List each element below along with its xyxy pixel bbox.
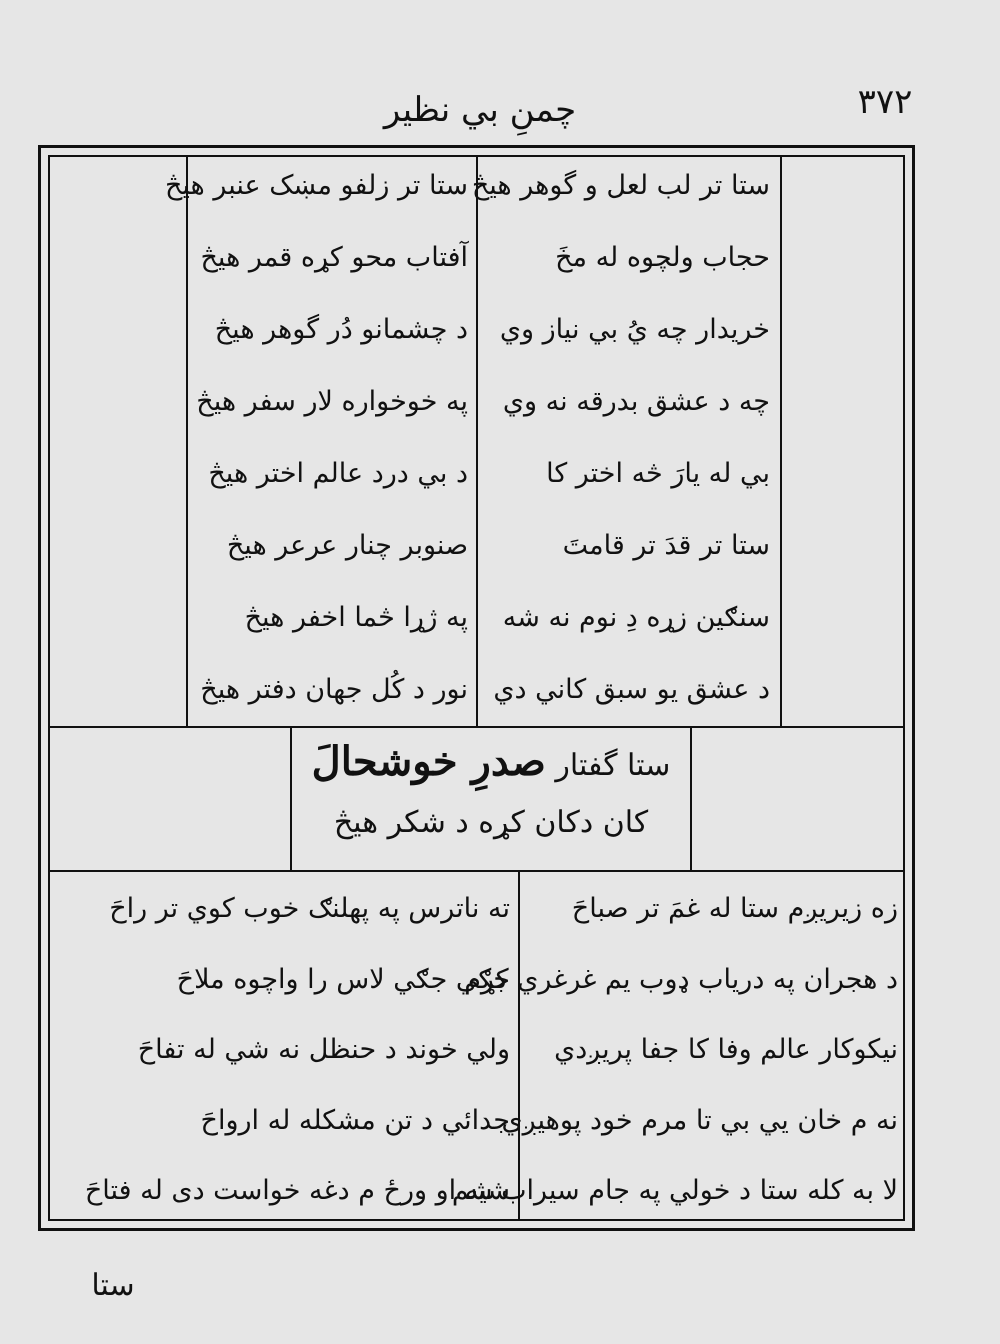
middle-name: صدرِ خوشحالَ bbox=[311, 738, 546, 785]
top-column-divider bbox=[476, 155, 478, 727]
verse-line: زه زيريږم ستا له غمَ تر صباحَ bbox=[571, 893, 898, 924]
verse-line: صنوبر چنار عرعر هيڅ bbox=[226, 530, 468, 561]
middle-prefix: ستا گفتار bbox=[555, 748, 671, 783]
verse-line: جدائي د تن مشکله له ارواحَ bbox=[200, 1104, 510, 1136]
running-header-title: چمنِ بي نظير bbox=[383, 90, 577, 130]
bottom-left-verse-column bbox=[56, 874, 510, 1227]
verse-line: چه د عشق بدرقه نه وي bbox=[502, 386, 770, 417]
verse-line: خريدار چه يُ بي نياز وي bbox=[499, 314, 770, 345]
verse-line: ستا تر لب لعل و گوهر هيڅ bbox=[471, 170, 770, 201]
verse-line: ستا تر قدَ تر قامتَ bbox=[562, 530, 770, 561]
catchword: ستا bbox=[91, 1268, 135, 1303]
divider-below-middle bbox=[48, 870, 905, 872]
verse-line: ولي خوند د حنظل نه شي له تفاحَ bbox=[137, 1034, 510, 1066]
bottom-right-verse-column bbox=[451, 874, 898, 1227]
middle-box-right-rule bbox=[690, 726, 692, 872]
middle-box-left-rule bbox=[290, 726, 292, 872]
verse-line: د عشق يو سبق کاني دي bbox=[493, 674, 770, 705]
verse-line: سنګين زړه دِ نوم نه شه bbox=[502, 602, 770, 633]
verse-line: د چشمانو دُر گوهر هيڅ bbox=[214, 314, 468, 345]
page-number: ٣٧٢ bbox=[857, 82, 913, 122]
verse-line: د بي درد عالم اختر هيڅ bbox=[208, 458, 468, 489]
verse-line: نه م خان يي بي تا مرم خود پوهيږي bbox=[501, 1104, 898, 1136]
verse-line: ستا تر زلفو مښک عنبر هيڅ bbox=[164, 170, 468, 201]
verse-line: ته ناترس په پهلنګ خوب کوي تر راحَ bbox=[109, 893, 510, 924]
verse-line: په خوخواره لار سفر هيڅ bbox=[196, 386, 468, 417]
verse-line: د هجران په درياب ډوب يم غرغري کړم bbox=[464, 963, 898, 995]
verse-line: حجاب ولچوه له مخَ bbox=[555, 242, 770, 273]
verse-line: شيه او ورځ م دغه خواست دی له فتاحَ bbox=[84, 1175, 510, 1207]
verse-line: لا به کله ستا د خولي په جام سيراب شم bbox=[451, 1175, 898, 1207]
verse-line: بي له يارَ څه اختر کا bbox=[546, 458, 770, 489]
verse-line: جګي جګي لاس را واچوه ملاحَ bbox=[176, 963, 510, 995]
top-right-margin-rule bbox=[780, 155, 782, 727]
verse-line: په ژړا څما اخفر هيڅ bbox=[244, 602, 468, 633]
verse-line: نيکوکار عالم وفا کا جفا پريږدي bbox=[554, 1034, 898, 1066]
top-left-margin-rule bbox=[186, 155, 188, 727]
middle-heading bbox=[295, 738, 687, 785]
divider-above-middle bbox=[48, 726, 905, 728]
middle-second-line: کان دکان کړه د شکر هيڅ bbox=[333, 805, 649, 840]
top-left-verse-column bbox=[164, 150, 468, 726]
top-right-verse-column bbox=[471, 150, 770, 726]
verse-line: نور د کُل جهان دفتر هيڅ bbox=[200, 674, 468, 705]
verse-line: آفتاب محو کړه قمر هيڅ bbox=[200, 242, 468, 273]
